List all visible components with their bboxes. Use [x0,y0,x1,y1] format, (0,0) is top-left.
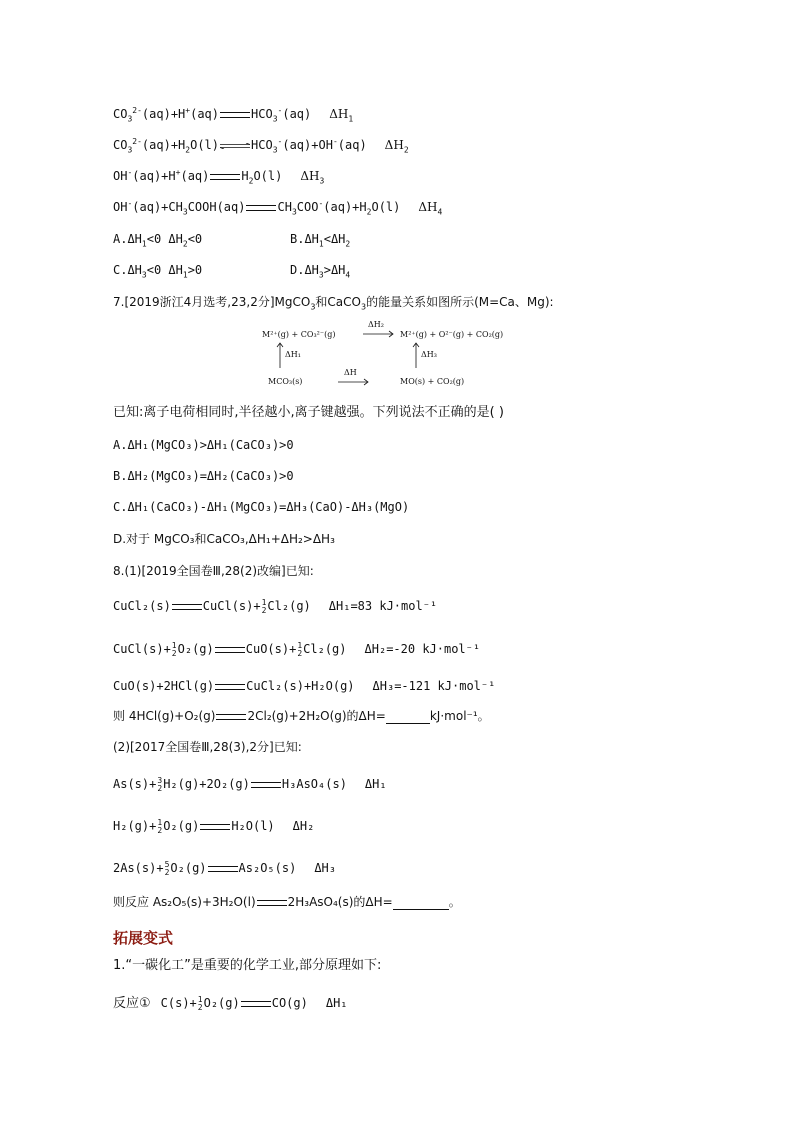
q6-option-d: $D.\Delta H_3>\Delta H_4$ [290,263,351,280]
q7-stem: 7.[2019浙江4月选考,23,2分]MgCO$_3$和CaCO$_3$的能量关系如图所示(M=Ca、Mg): [113,295,554,312]
q8-part2-title: (2)[2017全国卷Ⅲ,28(3),2分]已知: [113,740,302,754]
equation-2: $CO_3^{2-}(aq)+H_2O(l)$ $HCO_3^-(aq)+OH^-(aq)$ $\Delta H_2$ [113,137,409,155]
q7-option-d: D.对于 MgCO₃和CaCO₃,ΔH₁+ΔH₂>ΔH₃ [113,532,335,546]
arrow-up-icon [412,342,420,368]
ext-reaction-1: 反应① C(s)+ 1 2 O₂(g) CO(g) ΔH₁ [113,994,348,1012]
q7-option-a: A.ΔH₁(MgCO₃)>ΔH₁(CaCO₃)>0 [113,438,294,452]
q7-known: 已知:离子电荷相同时,半径越小,离子键越强。下列说法不正确的是( ) [113,405,504,420]
diagram-top-left: M²⁺(g) + CO₃²⁻(g) [262,330,336,339]
equation-3: OH-(aq)+H+(aq) $H_2O(l)$ $\Delta H_3$ [113,168,325,186]
equation-1: $CO_3^{2-}(aq)+H^+(aq)$ $HCO_3^-(aq)$ $\Delta H_1$ [113,106,354,124]
q6-option-b: $B.\Delta H_1<\Delta H_2$ [290,232,351,249]
q8-reaction-1: CuCl₂(s) CuCl(s)+ 1 2 Cl₂(g) ΔH₁=83 kJ·mol⁻¹ [113,597,438,615]
equals-arrow [172,604,202,610]
ext-question-1: 1.“一碳化工”是重要的化学工业,部分原理如下: [113,958,382,973]
q7-option-c: C.ΔH₁(CaCO₃)-ΔH₁(MgCO₃)=ΔH₃(CaO)-ΔH₃(MgO) [113,500,410,514]
diagram-top-right: M²⁺(g) + O²⁻(g) + CO₂(g) [400,330,504,339]
q8-s-reaction-1: As(s)+ 3 2 H₂(g)+2O₂(g) H₃AsO₄(s) ΔH₁ [113,775,387,793]
q8-part1-title: 8.(1)[2019全国卷Ⅲ,28(2)改编]已知: [113,564,314,578]
q8-question-2: 则反应 As₂O₅(s)+3H₂O(l) 2H₃AsO₄(s)的ΔH= 。 [113,895,461,909]
q6-option-a: $A.\Delta H_1<0$ $\Delta H_2<0$ [113,232,203,249]
equals-arrow [241,1001,271,1007]
diagram-dh2-label: ΔH₂ [368,320,384,329]
equals-arrow [208,866,238,872]
arrow-right-icon [363,330,395,338]
q8-reaction-2: CuCl(s)+ 1 2 O₂(g) CuO(s)+ 1 2 Cl₂(g) ΔH₂=-20 kJ·mol⁻¹ [113,640,481,658]
equals-arrow [215,684,245,690]
section-heading: 拓展变式 [113,929,174,947]
arrow-right-icon [338,378,370,386]
reversible-arrow [220,143,250,149]
diagram-bottom-right: MO(s) + CO₂(g) [400,377,465,386]
equals-arrow [216,714,246,720]
q6-option-c: $C.\Delta H_3<0$ $\Delta H_1>0$ [113,263,203,280]
diagram-bottom-left: MCO₃(s) [268,377,303,386]
equals-arrow [246,205,276,211]
q7-option-b: B.ΔH₂(MgCO₃)=ΔH₂(CaCO₃)>0 [113,469,294,483]
equation-4: $OH^-(aq)+CH_3COOH(aq)$ $CH_3COO^-(aq)+H_2O(l)$ $\Delta H_4$ [113,199,443,217]
equals-arrow [257,900,287,906]
q8-reaction-3: CuO(s)+2HCl(g) CuCl₂(s)+H₂O(g) ΔH₃=-121 kJ·mol⁻¹ [113,679,496,693]
diagram-dh-label: ΔH [344,368,357,377]
energy-cycle-diagram [258,320,504,392]
diagram-dh1-label: ΔH₁ [285,350,301,359]
arrow-up-icon [276,342,284,368]
equals-arrow [200,824,230,830]
equals-arrow [220,112,250,118]
equals-arrow [215,647,245,653]
equals-arrow [251,782,281,788]
answer-blank-1[interactable] [386,711,430,724]
diagram-dh3-label: ΔH₃ [421,350,437,359]
equals-arrow [210,174,240,180]
answer-blank-2[interactable] [393,897,449,910]
q8-question-1: 则 4HCl(g)+O₂(g) 2Cl₂(g)+2H₂O(g)的ΔH= kJ·mol⁻¹。 [113,709,490,723]
q8-s-reaction-3: 2As(s)+ 5 2 O₂(g) As₂O₅(s) ΔH₃ [113,859,337,877]
q8-s-reaction-2: H₂(g)+ 1 2 O₂(g) H₂O(l) ΔH₂ [113,817,315,835]
